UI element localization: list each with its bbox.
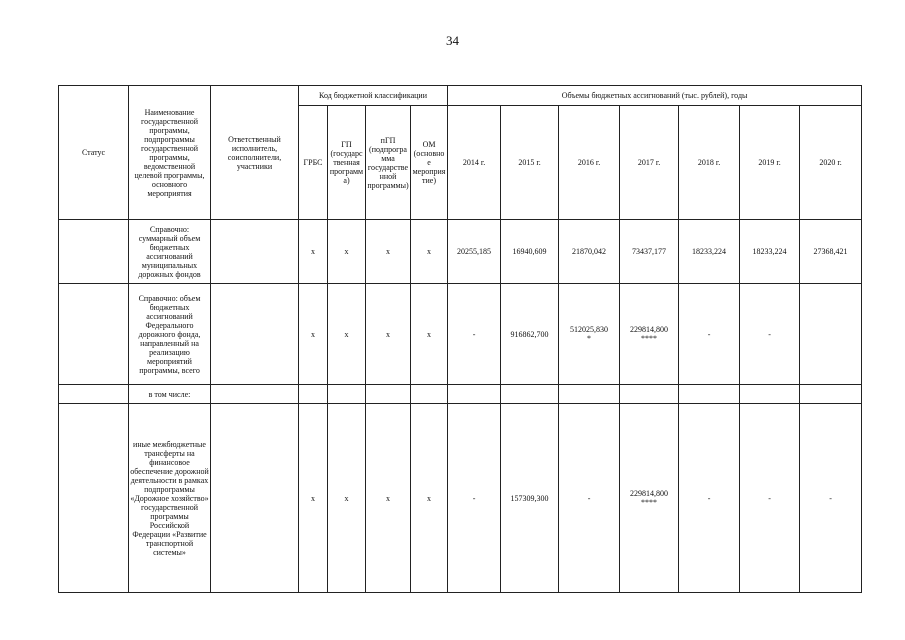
cell-value-2019 [740, 404, 800, 593]
table-row [59, 404, 862, 593]
header-code-grbs: ГРБС [299, 106, 328, 220]
cell-value: - [768, 493, 771, 503]
cell-value-2019 [740, 284, 800, 385]
cell-name: в том числе: [129, 385, 211, 404]
cell-value-2020 [800, 284, 862, 385]
cell-value-2016 [559, 404, 620, 593]
cell-value-2016 [559, 220, 620, 284]
cell-value: - [472, 329, 476, 339]
cell-value: 512025,830 [570, 325, 609, 334]
cell-code-grbs: х [299, 404, 328, 593]
cell-value-2014 [448, 284, 501, 385]
cell-note: * [587, 334, 592, 343]
cell-value-2017 [620, 385, 679, 404]
cell-value-2020 [800, 385, 862, 404]
table-row [59, 220, 862, 284]
cell-code-pgp: х [366, 404, 411, 593]
cell-value-2018 [679, 220, 740, 284]
cell-name: иные межбюджетные трансферты на финансовое обеспечение дорожной деятельности в рамках подпрограммы «Дорожное хозяйство» государственной программы Российской Федерации «Развитие транспортной системы» [129, 404, 211, 593]
cell-value: 229814,800 [630, 325, 669, 334]
cell-value-2017 [620, 220, 679, 284]
header-code-gp: ГП (государственная программа) [328, 106, 366, 220]
cell-value-2014 [448, 220, 501, 284]
budget-table [58, 85, 862, 593]
cell-code-grbs: х [299, 284, 328, 385]
cell-value-2017 [620, 404, 679, 593]
cell-code-om [411, 385, 448, 404]
cell-value: - [587, 493, 591, 503]
cell-executor [211, 385, 299, 404]
header-program-name: Наименование государственной программы, подпрограммы государственной программы, ведомственной целевой программы, основного мероприятия [129, 86, 211, 220]
cell-value: - [707, 329, 711, 339]
cell-code-gp [328, 385, 366, 404]
cell-value-2019 [740, 220, 800, 284]
cell-value-2014 [448, 385, 501, 404]
cell-code-gp: х [328, 404, 366, 593]
cell-code-om: х [411, 404, 448, 593]
header-year-2016: 2016 г. [559, 106, 620, 220]
cell-code-om: х [411, 220, 448, 284]
cell-note: **** [641, 498, 658, 507]
cell-value: 73437,177 [632, 247, 667, 256]
cell-code-om: х [411, 284, 448, 385]
cell-value-2014 [448, 404, 501, 593]
cell-value-2020 [800, 220, 862, 284]
header-year-2020: 2020 г. [800, 106, 862, 220]
cell-value-2015 [501, 220, 559, 284]
cell-code-pgp [366, 385, 411, 404]
cell-value: - [829, 493, 832, 503]
cell-value: 18233,224 [692, 247, 727, 256]
cell-value-2018 [679, 404, 740, 593]
cell-code-grbs: х [299, 220, 328, 284]
cell-value: 18233,224 [752, 247, 787, 256]
cell-value-2018 [679, 284, 740, 385]
table-row [59, 284, 862, 385]
header-year-2019: 2019 г. [740, 106, 800, 220]
header-executor: Ответственный исполнитель, соисполнители, участники [211, 86, 299, 220]
cell-code-pgp: х [366, 220, 411, 284]
cell-status [59, 404, 129, 593]
cell-value-2017 [620, 284, 679, 385]
cell-status [59, 385, 129, 404]
cell-value: 20255,185 [457, 247, 492, 256]
table-row [59, 385, 862, 404]
page-number: 34 [446, 33, 459, 48]
header-code-om: ОМ (основное мероприятие) [411, 106, 448, 220]
cell-value: - [707, 493, 711, 503]
header-code-pgp: пГП (подпрограмма государственной программы) [366, 106, 411, 220]
cell-value: 229814,800 [630, 489, 669, 498]
header-status: Статус [59, 86, 129, 220]
cell-status [59, 284, 129, 385]
cell-value: 16940,609 [512, 247, 547, 256]
cell-code-gp: х [328, 284, 366, 385]
cell-executor [211, 220, 299, 284]
cell-value-2018 [679, 385, 740, 404]
cell-value-2016 [559, 385, 620, 404]
cell-name: Справочно: объем бюджетных ассигнований Федерального дорожного фонда, направленный на реализацию мероприятий программы, всего [129, 284, 211, 385]
cell-value-2015 [501, 284, 559, 385]
cell-value-2015 [501, 385, 559, 404]
cell-code-grbs [299, 385, 328, 404]
header-allocations-group: Объемы бюджетных ассигнований (тыс. рублей), годы [448, 86, 862, 106]
header-year-2017: 2017 г. [620, 106, 679, 220]
cell-value: - [472, 493, 476, 503]
cell-name: Справочно: суммарный объем бюджетных ассигнований муниципальных дорожных фондов [129, 220, 211, 284]
header-budget-code-group: Код бюджетной классификации [299, 86, 448, 106]
header-year-2015: 2015 г. [501, 106, 559, 220]
cell-status [59, 220, 129, 284]
cell-value-2019 [740, 385, 800, 404]
cell-value: 27368,421 [813, 247, 848, 256]
cell-value: 157309,300 [510, 493, 549, 503]
cell-code-gp: х [328, 220, 366, 284]
cell-value-2015 [501, 404, 559, 593]
header-year-2014: 2014 г. [448, 106, 501, 220]
cell-code-pgp: х [366, 284, 411, 385]
cell-value: 21870,042 [572, 247, 607, 256]
cell-value: - [768, 329, 771, 339]
cell-value-2016 [559, 284, 620, 385]
cell-note: **** [641, 334, 658, 343]
header-year-2018: 2018 г. [679, 106, 740, 220]
cell-value: 916862,700 [510, 329, 549, 339]
cell-value-2020 [800, 404, 862, 593]
header-row-group [59, 86, 862, 106]
cell-executor [211, 404, 299, 593]
cell-executor [211, 284, 299, 385]
